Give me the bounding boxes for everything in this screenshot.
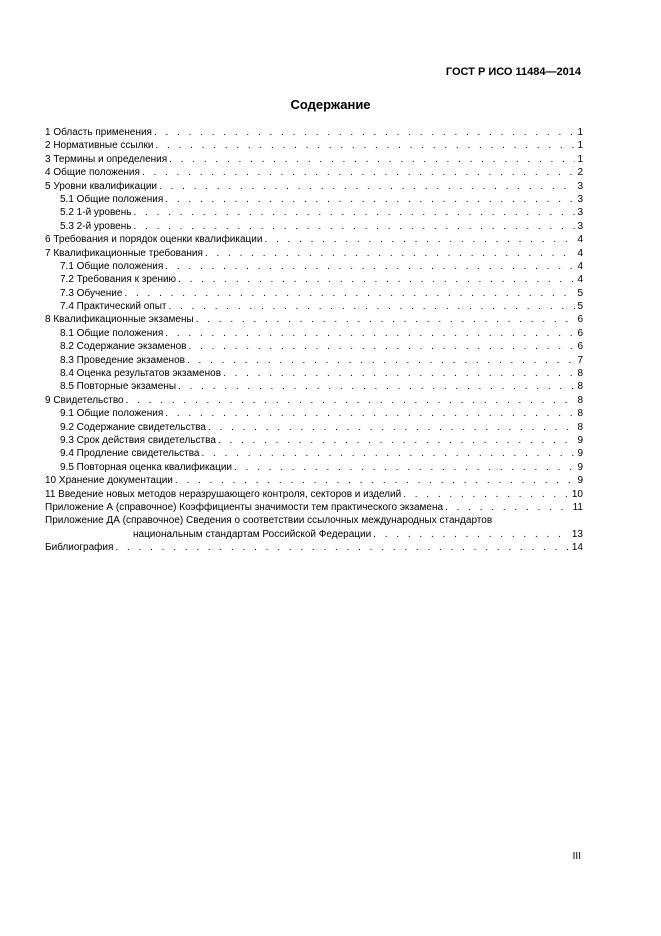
toc-entry-page: 5 (577, 301, 583, 313)
toc-entry[interactable] (45, 220, 583, 233)
toc-leader-dots (165, 260, 575, 273)
toc-leader-dots (208, 421, 575, 434)
toc-entry-label: 10 Хранение документации (45, 475, 173, 487)
toc-leader-dots (169, 153, 575, 166)
toc-leader-dots (187, 354, 575, 367)
toc-title: Содержание (290, 97, 371, 112)
toc-leader-dots (165, 327, 575, 340)
toc-leader-dots (264, 233, 575, 246)
toc-entry-page: 4 (577, 234, 583, 246)
toc-leader-dots (373, 528, 570, 541)
document-code: ГОСТ Р ИСО 11484—2014 (445, 66, 581, 78)
toc-entry-page: 8 (577, 381, 583, 393)
toc-entry-page: 9 (577, 475, 583, 487)
toc-leader-dots (165, 407, 575, 420)
toc-entry-label: 9 Свидетельство (45, 394, 124, 406)
toc-entry[interactable] (45, 287, 583, 300)
toc-leader-dots (223, 367, 575, 380)
toc-entry[interactable] (45, 206, 583, 219)
toc-leader-dots (165, 193, 575, 206)
toc-entry-page: 9 (577, 461, 583, 473)
toc-entry[interactable] (45, 407, 583, 420)
toc-entry-page: 14 (571, 542, 583, 554)
toc-entry-label: 9.1 Общие положения (60, 408, 164, 420)
toc-entry-page: 10 (571, 488, 583, 500)
toc-leader-dots (155, 139, 575, 152)
toc-entry[interactable] (45, 233, 583, 246)
toc-entry[interactable] (45, 340, 583, 353)
toc-leader-dots (178, 380, 575, 393)
toc-leader-dots (234, 461, 575, 474)
toc-entry[interactable] (45, 180, 583, 193)
toc-leader-dots (142, 166, 576, 179)
toc-entry[interactable] (45, 247, 583, 260)
toc-entry-label: 9.5 Повторная оценка квалификации (60, 461, 233, 473)
toc-leader-dots (175, 474, 576, 487)
toc-entry-page: 11 (572, 501, 583, 513)
toc-leader-dots (196, 313, 576, 326)
toc-entry-label: 2 Нормативные ссылки (45, 140, 154, 152)
page-number: III (572, 851, 581, 862)
toc-leader-dots (124, 287, 575, 300)
toc-leader-dots (159, 180, 575, 193)
toc-entry[interactable] (45, 300, 583, 313)
toc-entry-label: 5.2 1-й уровень (60, 207, 132, 219)
toc-entry[interactable] (45, 126, 583, 139)
toc-entry-page: 9 (577, 448, 583, 460)
toc-entry[interactable] (45, 327, 583, 340)
toc-entry-label: 5.1 Общие положения (60, 193, 164, 205)
toc-entry-label: 1 Область применения (45, 127, 152, 138)
toc-entry[interactable] (45, 139, 583, 152)
toc-entry-label: 8 Квалификационные экзамены (45, 314, 194, 326)
toc-entry[interactable] (45, 273, 583, 286)
toc-entry-page: 4 (577, 260, 583, 272)
toc-entry-page: 4 (577, 274, 583, 286)
toc-entry-page: 4 (577, 247, 583, 259)
toc-entry[interactable] (45, 488, 583, 501)
toc-leader-dots (188, 340, 575, 353)
toc-entry[interactable] (45, 313, 583, 326)
toc-entry-page: 13 (571, 528, 583, 540)
toc-entry[interactable] (45, 474, 583, 487)
toc-entry-label: 5.3 2-й уровень (60, 220, 132, 232)
toc-leader-dots (154, 126, 575, 139)
toc-entry-label: 8.5 Повторные экзамены (60, 381, 177, 393)
toc-entry-page: 6 (577, 314, 583, 326)
toc-leader-dots (133, 206, 575, 219)
toc-entry-label: 7.3 Обучение (60, 287, 123, 299)
toc-entry-page: 2 (577, 167, 583, 179)
toc-entry-label: 9.4 Продление свидетельства (60, 448, 200, 460)
toc-entry-page: 1 (577, 140, 583, 152)
toc-entry-label: 9.2 Содержание свидетельства (60, 421, 206, 433)
toc-entry-label: 8.4 Оценка результатов экзаменов (60, 368, 222, 380)
toc-entry[interactable] (45, 394, 583, 407)
toc-entry-label: 9.3 Срок действия свидетельства (60, 434, 216, 446)
toc-entry-label: национальным стандартам Российской Федерации (133, 528, 372, 540)
toc-entry-label: Библиография (45, 542, 114, 554)
toc-entry[interactable] (45, 367, 583, 380)
toc-entry-page: 3 (577, 193, 583, 205)
toc-entry-label: 11 Введение новых методов неразрушающего контроля, секторов и изделий (45, 488, 402, 500)
toc-entry[interactable] (45, 434, 583, 447)
toc-entry[interactable] (45, 421, 583, 434)
toc-entry[interactable] (45, 461, 583, 474)
toc-entry-label: 5 Уровни квалификации (45, 180, 157, 192)
toc-entry-page: 6 (577, 327, 583, 339)
toc-entry[interactable] (45, 447, 583, 460)
toc-entry-label: 6 Требования и порядок оценки квалификации (45, 234, 263, 246)
toc-entry-label: 8.3 Проведение экзаменов (60, 354, 185, 366)
toc-entry-page: 5 (577, 287, 583, 299)
toc-entry-label: 8.1 Общие положения (60, 327, 164, 339)
toc-entry-label: 4 Общие положения (45, 167, 140, 179)
toc-leader-dots (403, 488, 570, 501)
toc-entry-label: 8.2 Содержание экзаменов (60, 341, 187, 353)
toc-leader-dots (115, 541, 569, 554)
toc-entry-label: Приложение А (справочное) Коэффициенты значимости тем практического экзамена (45, 501, 444, 513)
toc-leader-dots (178, 273, 575, 286)
toc-entry[interactable] (45, 528, 583, 541)
toc-entry-label: 7.4 Практический опыт (60, 301, 167, 313)
toc-entry[interactable] (45, 354, 583, 367)
toc-entry-label: 3 Термины и определения (45, 153, 168, 165)
toc-leader-dots (133, 220, 575, 233)
toc-entry-label: 7.2 Требования к зрению (60, 274, 177, 286)
toc-entry-page: 3 (577, 180, 583, 192)
toc-entry-page: 7 (577, 354, 583, 366)
toc-leader-dots (205, 247, 576, 260)
toc-entry-page: 8 (577, 368, 583, 380)
toc-entry-page: 3 (577, 207, 583, 219)
toc-entry-page: 8 (577, 421, 583, 433)
toc-entry-label: Приложение ДА (справочное) Сведения о соответствии ссылочных международных стандартов (45, 515, 493, 527)
toc-entry[interactable] (45, 166, 583, 179)
toc-entry[interactable] (45, 153, 583, 166)
toc-leader-dots (168, 300, 575, 313)
table-of-contents (45, 126, 583, 555)
toc-entry[interactable] (45, 380, 583, 393)
toc-entry-page: 1 (577, 153, 583, 165)
toc-entry-page: 1 (577, 127, 583, 138)
toc-leader-dots (202, 447, 576, 460)
toc-entry[interactable] (45, 514, 583, 527)
toc-entry[interactable] (45, 193, 583, 206)
toc-leader-dots (126, 394, 576, 407)
toc-entry-page: 8 (577, 394, 583, 406)
toc-entry-page: 8 (577, 408, 583, 420)
toc-entry[interactable] (45, 541, 583, 554)
toc-entry-label: 7.1 Общие положения (60, 260, 164, 272)
toc-entry[interactable] (45, 501, 583, 514)
toc-leader-dots (218, 434, 576, 447)
toc-entry-page: 3 (577, 220, 583, 232)
toc-leader-dots (445, 501, 571, 514)
toc-entry-label: 7 Квалификационные требования (45, 247, 203, 259)
toc-entry-page: 6 (577, 341, 583, 353)
toc-entry[interactable] (45, 260, 583, 273)
toc-entry-page: 9 (577, 434, 583, 446)
